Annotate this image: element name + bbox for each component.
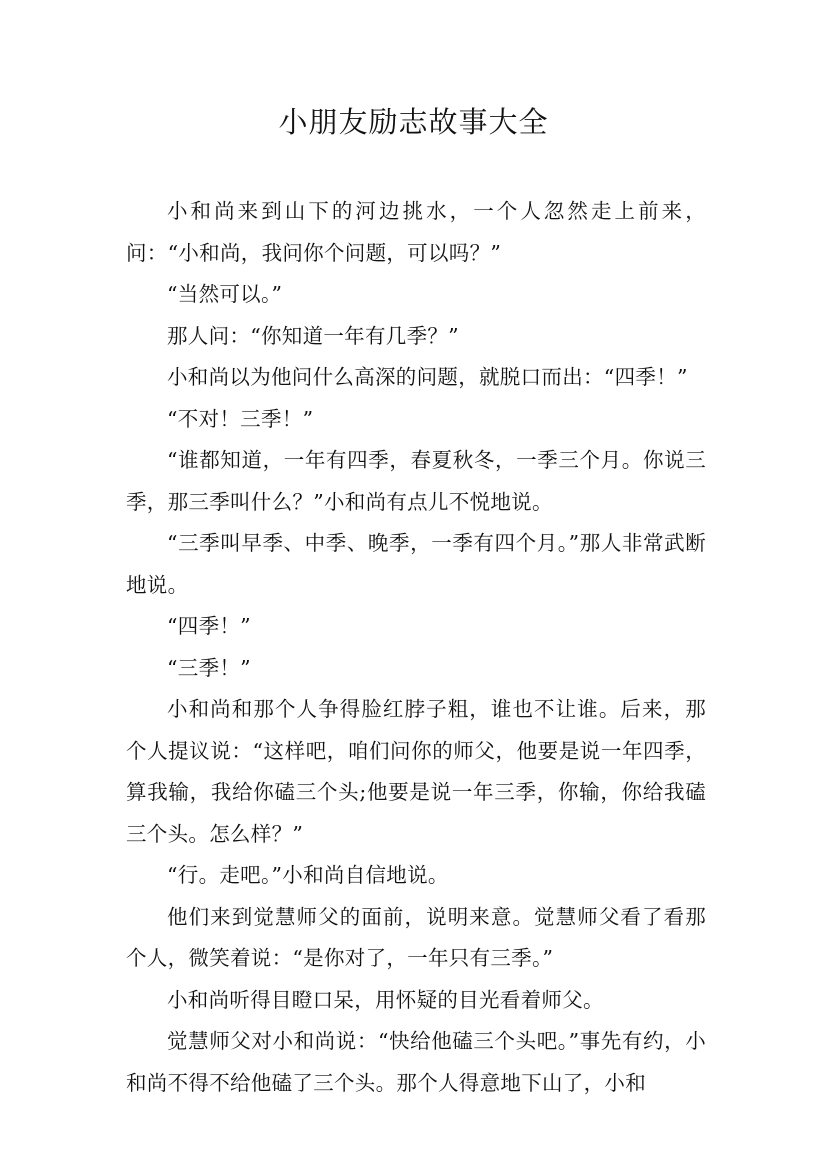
paragraph: “三季叫早季、中季、晚季，一季有四个月。”那人非常武断地说。 (126, 531, 706, 597)
paragraph: 他们来到觉慧师父的面前，说明来意。觉慧师父看了看那个人，微笑着说：“是你对了，一年只有三季。” (126, 904, 706, 970)
paragraph: “当然可以。” (167, 282, 283, 306)
paragraph: “行。走吧。”小和尚自信地说。 (167, 863, 449, 887)
paragraph: 觉慧师父对小和尚说：“快给他磕三个头吧。”事先有约，小和尚不得不给他磕了三个头。那个人得意地下山了，小和 (126, 1029, 706, 1095)
paragraph: 小和尚听得目瞪口呆，用怀疑的目光看着师父。 (167, 987, 604, 1012)
paragraph: 小和尚和那个人争得脸红脖子粗，谁也不让谁。后来，那个人提议说：“这样吧，咱们问你的师父，他要是说一年四季，算我输，我给你磕三个头;他要是说一年三季，你输，你给我磕三个头。怎么样？” (126, 697, 706, 846)
paragraph: “谁都知道，一年有四季，春夏秋冬，一季三个月。你说三季，那三季叫什么？”小和尚有点儿不悦地说。 (126, 448, 706, 514)
document-title: 小朋友励志故事大全 (278, 105, 549, 139)
paragraph: “不对！三季！” (167, 406, 314, 431)
document-body (126, 191, 706, 1104)
paragraph: 小和尚以为他问什么高深的问题，就脱口而出：“四季！” (167, 365, 688, 389)
paragraph: 小和尚来到山下的河边挑水，一个人忽然走上前来，问：“小和尚，我问你个问题，可以吗？” (126, 199, 706, 265)
paragraph: “四季！” (167, 614, 251, 638)
paragraph: 那人问：“你知道一年有几季？” (167, 323, 459, 348)
paragraph: “三季！” (167, 655, 251, 680)
